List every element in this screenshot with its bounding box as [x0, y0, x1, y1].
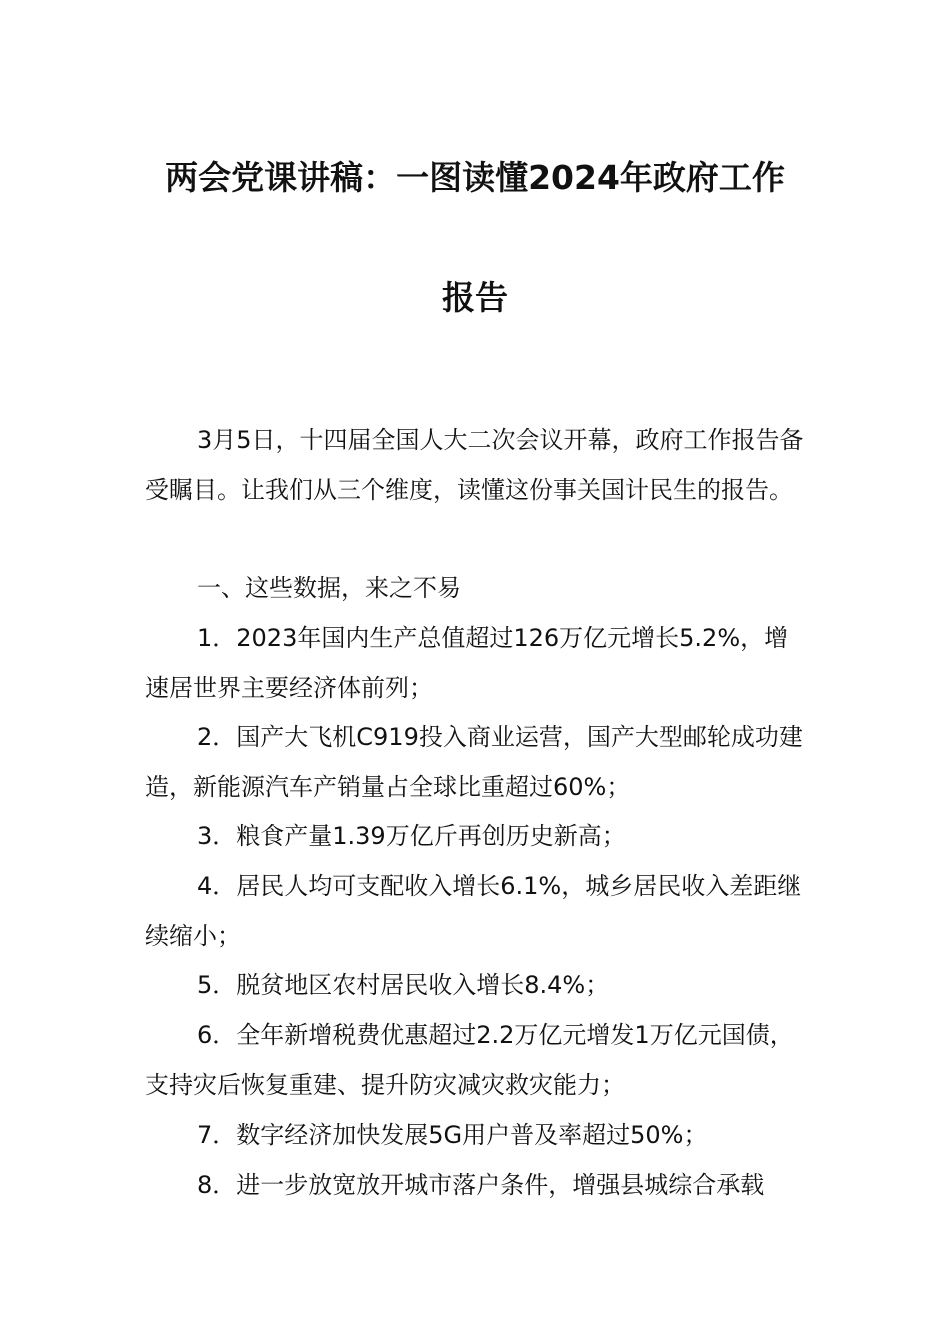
list-item: 4．居民人均可支配收入增长6.1%，城乡居民收入差距继续缩小； — [145, 872, 802, 950]
list-item: 2．国产大飞机C919投入商业运营，国产大型邮轮成功建造，新能源汽车产销量占全球比重超过60%； — [145, 723, 803, 801]
document-title-line2: 报告 — [442, 278, 508, 317]
document-title-line1: 两会党课讲稿：一图读懂2024年政府工作 — [165, 158, 785, 197]
list-item: 6．全年新增税费优惠超过2.2万亿元增发1万亿元国债，支持灾后恢复重建、提升防灾减灾救灾能力； — [145, 1021, 794, 1099]
list-item: 7．数字经济加快发展5G用户普及率超过50%； — [197, 1121, 708, 1149]
list-item: 1．2023年国内生产总值超过126万亿元增长5.2%，增速居世界主要经济体前列； — [145, 624, 789, 702]
list-item: 8．进一步放宽放开城市落户条件，增强县城综合承载 — [197, 1171, 765, 1199]
list-item: 5．脱贫地区农村居民收入增长8.4%； — [197, 971, 610, 999]
list-item: 3．粮食产量1.39万亿斤再创历史新高； — [197, 822, 626, 850]
section-heading: 一、这些数据，来之不易 — [197, 574, 461, 602]
intro-paragraph: 3月5日，十四届全国人大二次会议开幕，政府工作报告备受瞩目。让我们从三个维度，读懂这份事关国计民生的报告。 — [145, 426, 804, 504]
